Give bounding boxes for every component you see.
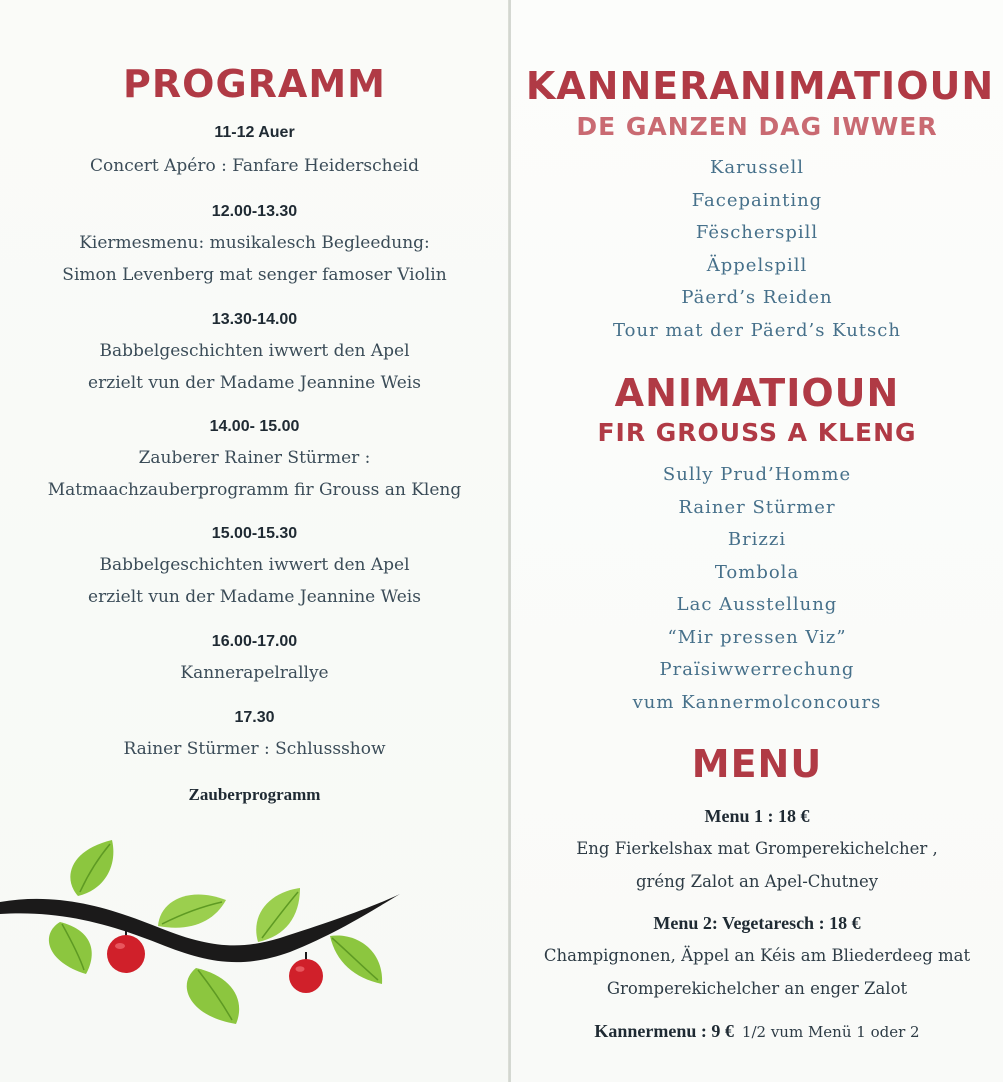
program-slot-line: Kiermesmenu: musikalesch Begleedung: — [79, 233, 430, 253]
program-slot-line: Rainer Stürmer : Schlussshow — [123, 739, 386, 759]
program-closing: Zauberprogramm — [188, 785, 321, 804]
kids-animation-item: Äppelspill — [706, 255, 808, 276]
menu2-line: Champignonen, Äppel an Kéis am Bliederdeeg mat — [543, 946, 971, 965]
kids-animation-item: Päerd’s Reiden — [681, 287, 833, 308]
apple-branch-illustration — [0, 830, 420, 1082]
menu1-line: Eng Fierkelshax mat Gromperekichelcher , — [576, 839, 938, 858]
kids-menu-label: Kannermenu : 9 € — [594, 1021, 734, 1041]
kids-animation-item: Facepainting — [691, 190, 823, 211]
program-slot-line: Babbelgeschichten iwwert den Apel — [99, 555, 410, 575]
menu2-line: Gromperekichelcher an enger Zalot — [606, 979, 908, 998]
animation-item: Lac Ausstellung — [676, 594, 838, 615]
leaf-icon — [158, 894, 226, 927]
program-slot-line: erzielt vun der Madame Jeannine Weis — [88, 587, 421, 607]
program-slot-time: 17.30 — [234, 709, 275, 726]
program-slot-line: Zauberer Rainer Stürmer : — [138, 448, 371, 468]
menu-title: MENU — [691, 742, 823, 786]
program-slot-line: erzielt vun der Madame Jeannine Weis — [88, 373, 421, 393]
right-panel — [511, 0, 1003, 1082]
kids-animation-subtitle: DE GANZEN DAG IWWER — [576, 112, 938, 141]
apple-icon — [107, 930, 145, 973]
program-slot-time: 12.00-13.30 — [211, 203, 298, 220]
leaf-icon — [187, 968, 239, 1024]
animation-subtitle: FIR GROUSS A KLENG — [597, 418, 917, 447]
program-slot-line: Kannerapelrallye — [180, 663, 329, 683]
leaf-icon — [330, 935, 382, 984]
apple-icon — [289, 952, 323, 993]
animation-item: Rainer Stürmer — [678, 497, 836, 518]
kids-animation-item: Tour mat der Päerd’s Kutsch — [613, 320, 901, 341]
kids-animation-title: KANNERANIMATIOUN — [525, 64, 995, 108]
animation-title: ANIMATIOUN — [614, 371, 900, 415]
kids-menu-note: 1/2 vum Menü 1 oder 2 — [741, 1023, 920, 1041]
kids-menu — [511, 1021, 1003, 1042]
program-slot-line: Matmaachzauberprogramm fir Grouss an Kleng — [47, 480, 462, 500]
program-slot-time: 13.30-14.00 — [211, 311, 298, 328]
program-slot-line: Simon Levenberg mat senger famoser Violin — [62, 265, 447, 285]
program-slot-line: Babbelgeschichten iwwert den Apel — [99, 341, 410, 361]
leaf-icon — [49, 922, 92, 974]
leaf-icon — [70, 840, 113, 896]
animation-item: Sully Prud’Homme — [662, 464, 852, 485]
menu1-line: gréng Zalot an Apel-Chutney — [635, 872, 879, 891]
animation-item: Tombola — [714, 562, 800, 583]
kids-animation-item: Fëscherspill — [695, 222, 819, 243]
kids-animation-item: Karussell — [709, 157, 805, 178]
animation-item: Praïsiwwerrechung — [659, 659, 855, 680]
program-title: PROGRAMM — [123, 62, 386, 106]
animation-item: “Mir pressen Viz” — [667, 627, 847, 648]
animation-item: vum Kannermolconcours — [632, 692, 882, 713]
menu1-heading: Menu 1 : 18 € — [704, 806, 810, 826]
program-slot-time: 11-12 Auer — [214, 124, 295, 141]
animation-item: Brizzi — [727, 529, 787, 550]
program-slot-line: Concert Apéro : Fanfare Heiderscheid — [90, 156, 419, 176]
program-slot-time: 16.00-17.00 — [211, 633, 298, 650]
program-slot-time: 15.00-15.30 — [211, 525, 298, 542]
program-slot-time: 14.00- 15.00 — [209, 418, 300, 435]
menu2-heading: Menu 2: Vegetaresch : 18 € — [653, 913, 861, 933]
